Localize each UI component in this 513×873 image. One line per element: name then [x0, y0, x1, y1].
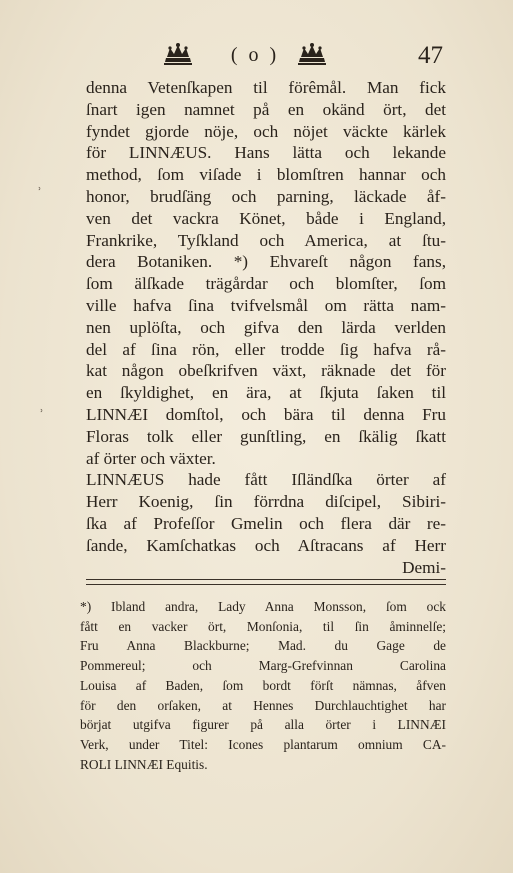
text-line: för LINNÆUS. Hans lätta och lekande — [86, 143, 446, 163]
text-line: dera Botaniken. *) Ehvareſt någon fans, — [86, 252, 446, 272]
crown-ornament-icon — [296, 42, 328, 66]
footnote-line: Pommereul; och Marg-Grefvinnan Carolina — [80, 658, 446, 674]
page-number: 47 — [418, 42, 443, 69]
text-line: ſom älſkade trägårdar och blomſter, ſom — [86, 274, 446, 294]
text-line: Herr Koenig, ſin förrdna diſcipel, Sibiri- — [86, 492, 446, 512]
running-header — [0, 38, 513, 74]
footnote-line: fått en vacker ört, Monſonia, til ſin åminnelſe; — [80, 618, 446, 634]
text-line: fyndet gjorde nöje, och nöjet väckte kärlek — [86, 121, 446, 141]
text-line: method, ſom viſade i blomſtren hannar och — [86, 165, 446, 185]
body-text — [86, 77, 446, 578]
footnote-rule — [86, 579, 446, 585]
text-line: ville hafva ſina tvifvelsmål om rätta nam- — [86, 295, 446, 315]
footnote-line: ROLI LINNÆI Equitis. — [80, 756, 208, 772]
text-line: nen uplöſta, och gifva den lärda verlden — [86, 317, 446, 337]
catchword: Demi- — [402, 557, 446, 577]
footnote-line: för den orſaken, at Hennes Durchlauchtighet har — [80, 697, 446, 713]
footnote-line: Fru Anna Blackburne; Mad. du Gage de — [80, 638, 446, 654]
footnote-line: Verk, under Titel: Icones plantarum omnium CA- — [80, 736, 446, 752]
footnote — [80, 597, 446, 774]
margin-mark: ˒ — [40, 404, 44, 418]
text-line: en ſkyldighet, en ära, at ſkjuta ſaken til — [86, 383, 446, 403]
header-mark: ( o ) — [230, 44, 280, 66]
text-line: del af ſina rön, eller trodde ſig hafva rå- — [86, 339, 446, 359]
text-line: ſka af Profeſſor Gmelin och flera där re- — [86, 513, 446, 533]
text-line: Floras tolk eller gunſtling, en ſkälig ſkatt — [86, 426, 446, 446]
text-line: LINNÆI domſtol, och bära til denna Fru — [86, 404, 446, 424]
text-line: ſnart igen namnet på en okänd ört, det — [86, 99, 446, 119]
text-line: LINNÆUS hade fått Iſländſka örter af — [86, 470, 446, 490]
text-line: Frankrike, Tyſkland och America, at ſtu- — [86, 230, 446, 250]
footnote-line: börjat utgifva figurer på alla örter i LINNÆI — [80, 717, 446, 733]
footnote-line: *) Ibland andra, Lady Anna Monsson, ſom ock — [80, 599, 446, 614]
text-line: kat någon obeſkrifven växt, räknade det för — [86, 361, 446, 381]
text-line: denna Vetenſkapen til förêmål. Man fick — [86, 78, 446, 97]
text-line: honor, brudſäng och parning, läckade åf- — [86, 186, 446, 206]
text-line: ſande, Kamſchatkas och Aſtracans af Herr — [86, 535, 446, 555]
crown-ornament-icon — [162, 42, 194, 66]
text-line: af örter och växter. — [86, 448, 216, 468]
text-line: ven det vackra Könet, både i England, — [86, 208, 446, 228]
margin-mark: ˒ — [38, 182, 42, 196]
footnote-line: Louisa af Baden, ſom bordt förſt nämnas, åfven — [80, 677, 446, 693]
